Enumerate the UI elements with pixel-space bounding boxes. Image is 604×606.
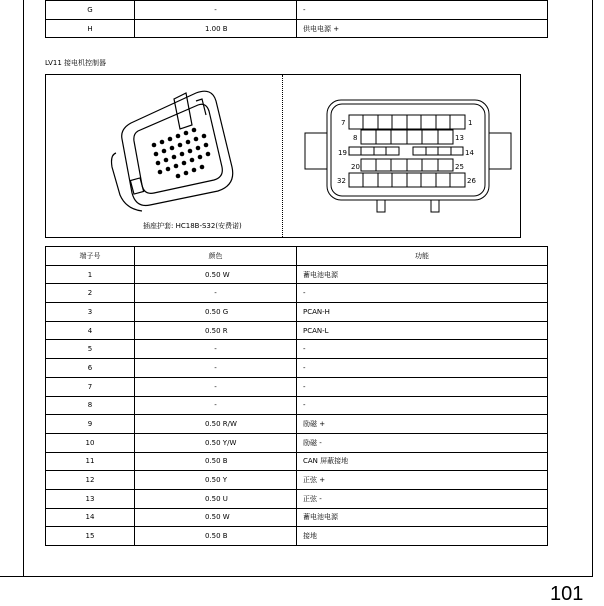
wire-color-cell	[135, 377, 297, 396]
function-text: -	[303, 345, 306, 354]
wire-color-cell	[135, 452, 297, 471]
pin-number-cell: 9	[46, 415, 135, 434]
function-text: 正弦 +	[303, 476, 326, 485]
connector-photo	[46, 75, 282, 237]
table-row	[46, 415, 548, 434]
table-row	[46, 527, 548, 546]
header-color: 颜色	[135, 247, 297, 266]
table-row	[46, 284, 548, 303]
function-cell	[297, 415, 548, 434]
function-text: 接地	[303, 532, 317, 541]
pin-number-cell: 12	[46, 471, 135, 490]
wire-color-text: 0.50 B	[205, 457, 228, 466]
function-text: 正弦 -	[303, 494, 322, 503]
function-text: -	[303, 382, 306, 391]
function-text: 供电电源 +	[303, 24, 340, 33]
wire-color-cell	[135, 303, 297, 322]
wire-color-cell	[135, 433, 297, 452]
function-text: CAN 屏蔽接地	[303, 457, 349, 466]
wire-color-text: -	[214, 363, 217, 372]
wire-color-text: 0.50 U	[205, 494, 228, 503]
pin-label-32: 32	[337, 177, 346, 185]
pin-number-cell: 7	[46, 377, 135, 396]
previous-pin-table	[45, 0, 548, 38]
pin-assignment-table	[45, 246, 548, 546]
page-number: 101	[550, 583, 584, 605]
pin-number-cell: 10	[46, 433, 135, 452]
pin-number-cell: 5	[46, 340, 135, 359]
wire-color-cell	[135, 415, 297, 434]
function-cell	[297, 284, 548, 303]
pin-label-26: 26	[467, 177, 476, 185]
function-text: 励磁 +	[303, 420, 326, 429]
header-pin: 端子号	[46, 247, 135, 266]
header-function: 功能	[297, 247, 548, 266]
wire-color-text: 0.50 W	[205, 270, 230, 279]
wire-color-text: 0.50 R	[205, 326, 228, 335]
function-cell	[297, 489, 548, 508]
table-row	[46, 321, 548, 340]
wire-color-text: -	[214, 345, 217, 354]
wire-color-text: -	[214, 289, 217, 298]
pin-number-cell: 1	[46, 265, 135, 284]
connector-caption: 插座护套: HC18B-S32(安费诺)	[143, 222, 242, 230]
function-text: 励磁 -	[303, 438, 322, 447]
function-cell	[297, 265, 548, 284]
table-row	[46, 377, 548, 396]
function-text: 蓄电池电源	[303, 270, 338, 279]
wire-color-text: 0.50 Y	[205, 476, 228, 485]
function-cell	[297, 396, 548, 415]
wire-color-text: 0.50 G	[205, 307, 229, 316]
function-cell	[297, 433, 548, 452]
connector-pinout-diagram	[283, 75, 519, 237]
pin-number-cell: 8	[46, 396, 135, 415]
function-cell	[297, 19, 548, 38]
wire-color-cell	[135, 1, 297, 20]
table-row	[46, 1, 548, 20]
wire-color-cell	[135, 508, 297, 527]
wire-color-cell	[135, 265, 297, 284]
wire-color-text: -	[214, 382, 217, 391]
function-cell	[297, 340, 548, 359]
wire-color-cell	[135, 527, 297, 546]
wire-color-cell	[135, 396, 297, 415]
pin-number-cell: 4	[46, 321, 135, 340]
page-frame-right-border	[592, 0, 593, 577]
table-row	[46, 340, 548, 359]
pin-number-cell: 3	[46, 303, 135, 322]
function-text: -	[303, 5, 306, 14]
pin-label-8: 8	[353, 134, 358, 142]
pin-number-cell: 6	[46, 359, 135, 378]
function-cell	[297, 452, 548, 471]
page-frame-left-border	[23, 0, 24, 577]
function-text: -	[303, 363, 306, 372]
wire-color-text: 0.50 W	[205, 513, 230, 522]
table-row	[46, 396, 548, 415]
pin-label-1: 1	[468, 119, 473, 127]
pin-number-cell: 13	[46, 489, 135, 508]
function-cell	[297, 359, 548, 378]
table-row	[46, 489, 548, 508]
wire-color-text: 1.00 B	[205, 24, 228, 33]
table-header-row	[46, 247, 548, 266]
function-cell	[297, 303, 548, 322]
function-text: -	[303, 401, 306, 410]
wire-color-cell	[135, 471, 297, 490]
pin-label-25: 25	[455, 163, 464, 171]
function-cell	[297, 1, 548, 20]
function-cell	[297, 508, 548, 527]
pin-label-19: 19	[338, 149, 347, 157]
table-row	[46, 19, 548, 38]
table-row	[46, 265, 548, 284]
function-cell	[297, 321, 548, 340]
function-cell	[297, 527, 548, 546]
pin-number-cell: 14	[46, 508, 135, 527]
wire-color-cell	[135, 359, 297, 378]
function-text: 蓄电池电源	[303, 513, 338, 522]
function-cell	[297, 471, 548, 490]
wire-color-cell	[135, 489, 297, 508]
function-text: PCAN-H	[303, 307, 330, 316]
pin-label-7: 7	[341, 119, 346, 127]
page-frame-bottom-border	[0, 576, 593, 577]
function-cell	[297, 377, 548, 396]
function-text: -	[303, 289, 306, 298]
pin-label-13: 13	[455, 134, 464, 142]
connector-figure	[45, 74, 521, 238]
table-row	[46, 303, 548, 322]
wire-color-cell	[135, 321, 297, 340]
wire-color-text: 0.50 Y/W	[205, 438, 237, 447]
pin-label-14: 14	[465, 149, 474, 157]
wire-color-text: -	[214, 5, 217, 14]
function-text: PCAN-L	[303, 326, 329, 335]
table-row	[46, 452, 548, 471]
table-row	[46, 471, 548, 490]
table-row	[46, 359, 548, 378]
wire-color-cell	[135, 19, 297, 38]
table-row	[46, 433, 548, 452]
wire-color-text: -	[214, 401, 217, 410]
pin-number-cell: 2	[46, 284, 135, 303]
wire-color-text: 0.50 R/W	[205, 420, 237, 429]
wire-color-cell	[135, 284, 297, 303]
wire-color-cell	[135, 340, 297, 359]
pin-number-cell: G	[46, 1, 135, 20]
pin-label-20: 20	[351, 163, 360, 171]
pin-number-cell: 15	[46, 527, 135, 546]
wire-color-text: 0.50 B	[205, 532, 228, 541]
table-row	[46, 508, 548, 527]
pin-number-cell: 11	[46, 452, 135, 471]
pin-number-cell: H	[46, 19, 135, 38]
section-title: LV11 接电机控制器	[45, 59, 107, 67]
